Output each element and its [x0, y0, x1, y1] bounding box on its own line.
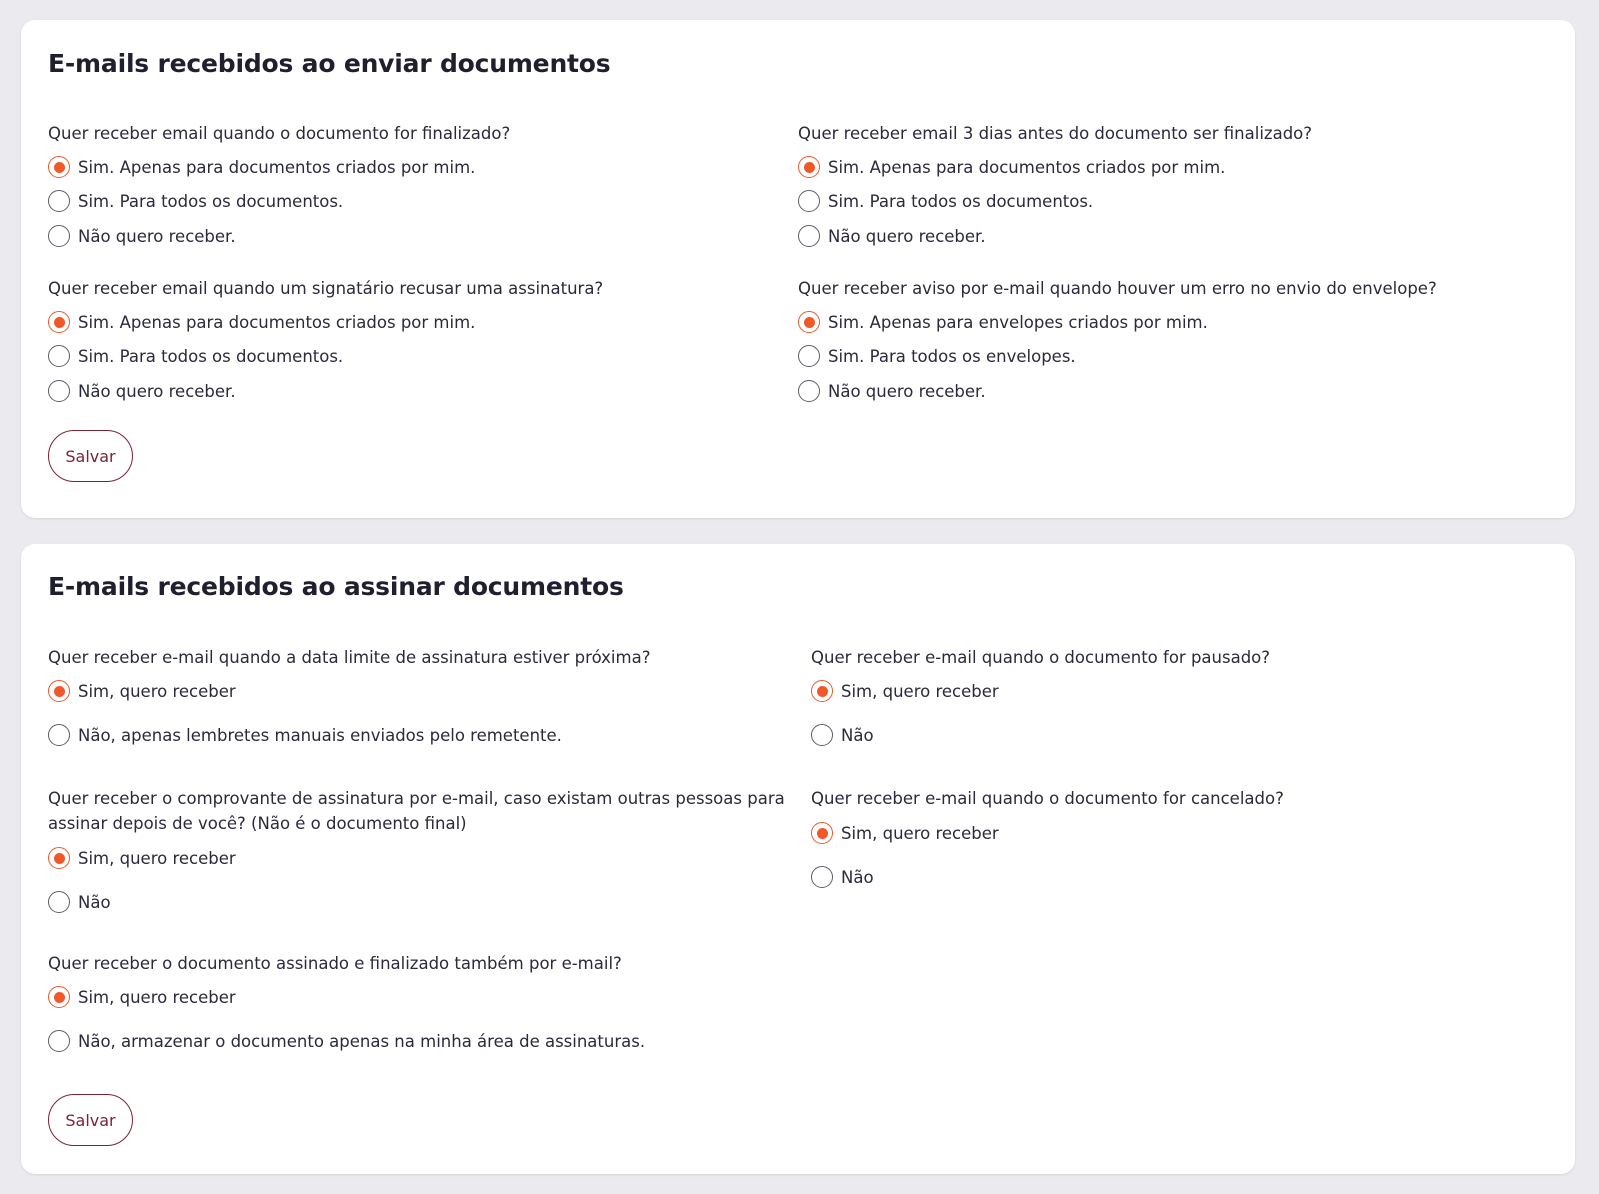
radio-button[interactable] — [48, 190, 70, 212]
radio-button[interactable] — [48, 156, 70, 178]
radio-option-3days-mine[interactable] — [798, 154, 1225, 180]
radio-button[interactable] — [798, 225, 820, 247]
send-emails-card — [21, 20, 1575, 518]
radio-option-label: Sim. Para todos os documentos. — [828, 191, 1094, 211]
question-label-3-days-before: Quer receber email 3 dias antes do documento ser finalizado? — [798, 124, 1313, 143]
radio-button[interactable] — [798, 345, 820, 367]
radio-option-label: Sim. Para todos os documentos. — [78, 346, 344, 366]
radio-button[interactable] — [798, 311, 820, 333]
radio-option-label: Não quero receber. — [828, 226, 986, 246]
save-button[interactable]: Salvar — [48, 430, 133, 482]
sign-emails-card — [21, 544, 1575, 1174]
radio-button[interactable] — [48, 225, 70, 247]
radio-option-3days-all[interactable] — [798, 188, 1093, 214]
radio-option-paused-no[interactable] — [811, 722, 874, 748]
radio-option-label: Sim. Apenas para documentos criados por mim. — [78, 157, 476, 177]
radio-option-cancelled-yes[interactable] — [811, 820, 999, 846]
radio-option-label: Sim. Apenas para documentos criados por mim. — [78, 312, 476, 332]
radio-option-deadline-yes[interactable] — [48, 678, 236, 704]
radio-option-receipt-yes[interactable] — [48, 845, 236, 871]
radio-option-paused-yes[interactable] — [811, 678, 999, 704]
radio-button[interactable] — [48, 891, 70, 913]
radio-button[interactable] — [798, 156, 820, 178]
radio-option-deadline-no[interactable] — [48, 722, 562, 748]
radio-option-finalized-all[interactable] — [48, 188, 343, 214]
radio-option-cancelled-no[interactable] — [811, 864, 874, 890]
radio-option-label: Sim. Apenas para envelopes criados por mim. — [828, 312, 1208, 332]
radio-option-label: Sim. Apenas para documentos criados por mim. — [828, 157, 1226, 177]
radio-option-label: Sim. Para todos os documentos. — [78, 191, 344, 211]
radio-button[interactable] — [48, 1030, 70, 1052]
radio-button[interactable] — [798, 190, 820, 212]
radio-option-label: Não — [841, 867, 874, 887]
radio-button[interactable] — [811, 724, 833, 746]
send-section-title: E-mails recebidos ao enviar documentos — [48, 49, 611, 78]
radio-button[interactable] — [48, 680, 70, 702]
radio-button[interactable] — [811, 866, 833, 888]
radio-option-label: Sim, quero receber — [78, 681, 236, 701]
question-label-document-finalized: Quer receber email quando o documento for finalizado? — [48, 124, 511, 143]
radio-option-label: Não — [78, 892, 111, 912]
sign-section-title: E-mails recebidos ao assinar documentos — [48, 572, 624, 601]
radio-option-refused-none[interactable] — [48, 378, 236, 404]
radio-option-label: Não, armazenar o documento apenas na minha área de assinaturas. — [78, 1031, 646, 1051]
radio-button[interactable] — [48, 311, 70, 333]
radio-option-finalized-mine[interactable] — [48, 154, 475, 180]
radio-option-envelope-all[interactable] — [798, 343, 1076, 369]
radio-button[interactable] — [48, 345, 70, 367]
radio-option-label: Não, apenas lembretes manuais enviados pelo remetente. — [78, 725, 562, 745]
radio-option-refused-all[interactable] — [48, 343, 343, 369]
radio-option-receipt-no[interactable] — [48, 889, 111, 915]
radio-button[interactable] — [48, 380, 70, 402]
radio-option-label: Não — [841, 725, 874, 745]
radio-option-envelope-none[interactable] — [798, 378, 986, 404]
radio-button[interactable] — [798, 380, 820, 402]
radio-button[interactable] — [48, 724, 70, 746]
question-label-final-document: Quer receber o documento assinado e finalizado também por e-mail? — [48, 954, 622, 973]
radio-option-label: Não quero receber. — [828, 381, 986, 401]
radio-option-envelope-mine[interactable] — [798, 309, 1208, 335]
radio-option-label: Sim. Para todos os envelopes. — [828, 346, 1076, 366]
radio-button[interactable] — [811, 680, 833, 702]
radio-option-label: Não quero receber. — [78, 226, 236, 246]
radio-option-3days-none[interactable] — [798, 223, 986, 249]
question-label-deadline-near: Quer receber e-mail quando a data limite de assinatura estiver próxima? — [48, 648, 651, 667]
radio-option-final-no[interactable] — [48, 1028, 645, 1054]
radio-option-refused-mine[interactable] — [48, 309, 475, 335]
radio-button[interactable] — [48, 847, 70, 869]
radio-option-label: Sim, quero receber — [841, 823, 999, 843]
save-button[interactable]: Salvar — [48, 1094, 133, 1146]
radio-button[interactable] — [811, 822, 833, 844]
question-label-paused: Quer receber e-mail quando o documento for pausado? — [811, 648, 1271, 667]
radio-option-final-yes[interactable] — [48, 984, 236, 1010]
question-label-receipt-others: Quer receber o comprovante de assinatura por e-mail, caso existam outras pessoas para assinar depois de você? (Não é o documento final) — [48, 789, 785, 833]
question-label-envelope-error: Quer receber aviso por e-mail quando houver um erro no envio do envelope? — [798, 279, 1437, 298]
radio-option-label: Não quero receber. — [78, 381, 236, 401]
radio-option-label: Sim, quero receber — [78, 848, 236, 868]
radio-option-finalized-none[interactable] — [48, 223, 236, 249]
question-label-signer-refused: Quer receber email quando um signatário recusar uma assinatura? — [48, 279, 604, 298]
radio-option-label: Sim, quero receber — [841, 681, 999, 701]
radio-option-label: Sim, quero receber — [78, 987, 236, 1007]
radio-button[interactable] — [48, 986, 70, 1008]
question-label-cancelled: Quer receber e-mail quando o documento for cancelado? — [811, 789, 1284, 808]
